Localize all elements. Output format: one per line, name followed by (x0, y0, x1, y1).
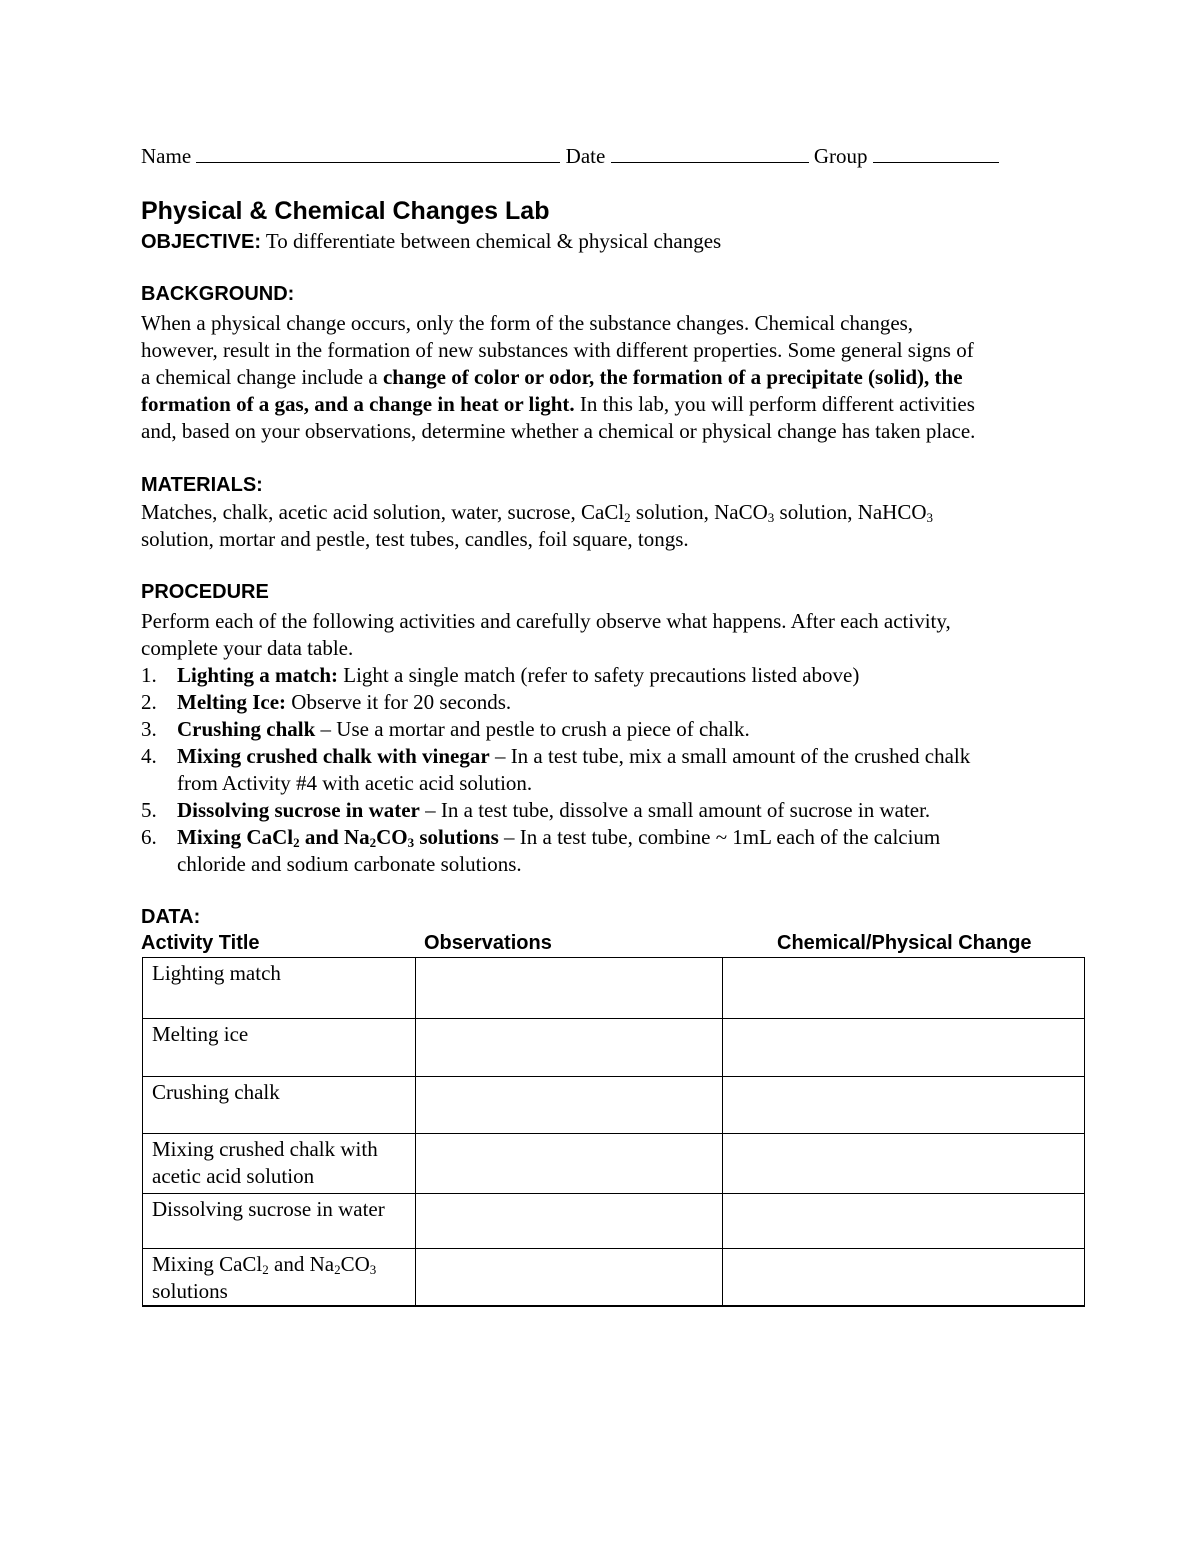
table-row (143, 1194, 1085, 1249)
materials-sub-1: 2 (624, 510, 631, 525)
change-cell[interactable] (723, 1019, 1085, 1077)
step-6-continued: chloride and sodium carbonate solutions. (177, 852, 522, 876)
step-4 (177, 743, 970, 770)
background-line-5: and, based on your observations, determine whether a chemical or physical change has taken place. (141, 419, 976, 443)
activity-title: Mixing crushed chalk with (152, 1137, 378, 1161)
step-6-title-c: CO (376, 825, 408, 849)
column-header-observations: Observations (424, 932, 552, 954)
group-label: Group (813, 144, 868, 168)
table-row (143, 1019, 1085, 1077)
procedure-intro-1: Perform each of the following activities and carefully observe what happens. After each activity, (141, 609, 951, 633)
activity-cell (143, 1249, 416, 1307)
step-1-number: 1. (141, 663, 157, 687)
data-heading: DATA: (141, 906, 201, 928)
step-6-title (177, 825, 499, 849)
activity-sub-1: 2 (262, 1262, 269, 1277)
activity-sub-2: 2 (334, 1262, 341, 1277)
table-row (143, 958, 1085, 1019)
column-header-activity: Activity Title (141, 932, 260, 954)
header-line (141, 143, 999, 170)
activity-title: Lighting match (152, 961, 281, 985)
observations-cell[interactable] (416, 1249, 723, 1307)
date-label: Date (565, 144, 606, 168)
step-4-continued: from Activity #4 with acetic acid solution. (177, 771, 533, 795)
materials-line-2: solution, mortar and pestle, test tubes, candles, foil square, tongs. (141, 527, 689, 551)
background-line-4-text: In this lab, you will perform different activities (574, 392, 975, 416)
change-cell[interactable] (723, 1249, 1085, 1307)
step-3-number: 3. (141, 717, 157, 741)
step-6-sub-1: 2 (293, 835, 300, 850)
activity-cell (143, 1134, 416, 1194)
materials-sub-3: 3 (926, 510, 934, 525)
materials-sub-2: 3 (767, 510, 775, 525)
change-cell[interactable] (723, 1134, 1085, 1194)
step-6-sub-2: 2 (369, 835, 377, 850)
background-line-1: When a physical change occurs, only the form of the substance changes. Chemical changes, (141, 311, 914, 335)
materials-text-a: Matches, chalk, acetic acid solution, water, sucrose, CaCl (141, 500, 625, 524)
activity-cell (143, 1019, 416, 1077)
procedure-intro-2: complete your data table. (141, 636, 354, 660)
date-blank[interactable] (611, 144, 809, 163)
objective (141, 228, 721, 256)
step-2-number: 2. (141, 690, 157, 714)
column-header-change: Chemical/Physical Change (777, 932, 1032, 954)
observations-cell[interactable] (416, 958, 723, 1019)
background-line-4-bold: formation of a gas, and a change in heat or light. (141, 392, 575, 416)
materials-text-b: solution, NaCO (630, 500, 768, 524)
step-3-title: Crushing chalk (177, 717, 316, 741)
activity-title: Mixing CaCl (152, 1252, 263, 1276)
table-row (143, 1249, 1085, 1307)
step-5-text: – In a test tube, dissolve a small amount of sucrose in water. (419, 798, 931, 822)
activity-title: Melting ice (152, 1022, 249, 1046)
background-line-3 (141, 364, 963, 391)
group-blank[interactable] (873, 144, 999, 163)
observations-cell[interactable] (416, 1194, 723, 1249)
step-5 (177, 797, 930, 824)
observations-cell[interactable] (416, 1019, 723, 1077)
table-row (143, 1077, 1085, 1134)
activity-title: Dissolving sucrose in water (152, 1197, 385, 1221)
step-6-sub-3: 3 (407, 835, 415, 850)
activity-title: Crushing chalk (152, 1080, 280, 1104)
change-cell[interactable] (723, 1194, 1085, 1249)
step-6-text: – In a test tube, combine ~ 1mL each of the calcium (498, 825, 941, 849)
materials-text-c: solution, NaHCO (774, 500, 927, 524)
activity-title-line-2: acetic acid solution (152, 1164, 315, 1188)
step-5-title: Dissolving sucrose in water (177, 798, 420, 822)
objective-label: OBJECTIVE: (141, 231, 262, 253)
step-6-title-b: and Na (299, 825, 370, 849)
step-4-title: Mixing crushed chalk with vinegar (177, 744, 490, 768)
step-6 (177, 824, 940, 851)
step-2-text: Observe it for 20 seconds. (286, 690, 512, 714)
step-6-number: 6. (141, 825, 157, 849)
activity-cell (143, 1077, 416, 1134)
table-row (143, 1134, 1085, 1194)
observations-cell[interactable] (416, 1077, 723, 1134)
step-4-number: 4. (141, 744, 157, 768)
step-6-title-d: solutions (414, 825, 499, 849)
step-3-text: – Use a mortar and pestle to crush a piece of chalk. (315, 717, 750, 741)
procedure-heading: PROCEDURE (141, 581, 269, 603)
background-line-3-text: a chemical change include a (141, 365, 383, 389)
activity-sub-3: 3 (369, 1262, 377, 1277)
data-table (142, 957, 1085, 1307)
change-cell[interactable] (723, 958, 1085, 1019)
step-3 (177, 716, 750, 743)
step-2 (177, 689, 511, 716)
activity-title-c: CO (340, 1252, 370, 1276)
background-heading: BACKGROUND: (141, 283, 295, 305)
change-cell[interactable] (723, 1077, 1085, 1134)
activity-title-line-2: solutions (152, 1279, 228, 1303)
step-4-text: – In a test tube, mix a small amount of the crushed chalk (489, 744, 971, 768)
materials-line-1 (141, 499, 933, 526)
name-label: Name (141, 144, 192, 168)
activity-title-b: and Na (268, 1252, 335, 1276)
objective-text: To differentiate between chemical & physical changes (265, 229, 722, 253)
activity-cell (143, 958, 416, 1019)
step-1 (177, 662, 859, 689)
background-line-3-bold: change of color or odor, the formation of a precipitate (solid), the (382, 365, 963, 389)
background-line-2: however, result in the formation of new substances with different properties. Some general signs of (141, 338, 974, 362)
background-line-4 (141, 391, 975, 418)
step-2-title: Melting Ice: (177, 690, 287, 714)
step-5-number: 5. (141, 798, 157, 822)
step-1-text: Light a single match (refer to safety precautions listed above) (338, 663, 860, 687)
page-title: Physical & Chemical Changes Lab (141, 197, 550, 225)
step-6-title-a: Mixing CaCl (177, 825, 294, 849)
observations-cell[interactable] (416, 1134, 723, 1194)
activity-cell (143, 1194, 416, 1249)
name-blank[interactable] (196, 144, 560, 163)
materials-heading: MATERIALS: (141, 474, 263, 496)
step-1-title: Lighting a match: (177, 663, 339, 687)
